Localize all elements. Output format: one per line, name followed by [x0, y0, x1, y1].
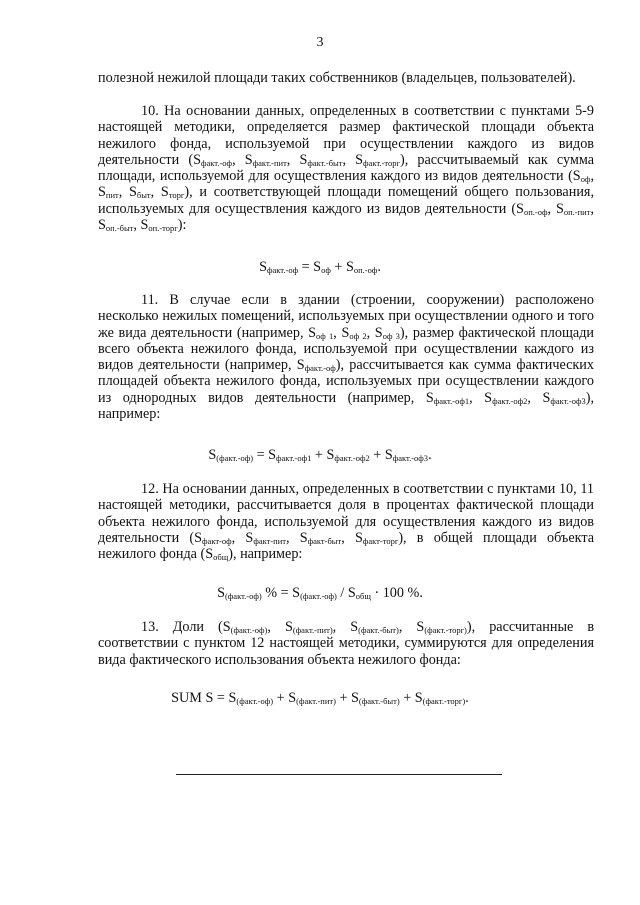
paragraph-12: 12. На основании данных, определенных в соответствии с пунктами 10, 11 настоящей методики, рассчитывается доля в процентах фактической площади объекта нежилого фонда, используемой для осуществления каждого из видов деятельности ($S_{факт-оф}$, $S_{факт-пит}$, $S_{факт-быт}$, $S_{факт-торг}$), в общей площади объекта нежилого фонда $(S_{общ})$, например: — [98, 481, 595, 563]
formula-3: $S_{(факт.-оф)}$ % = $S_{(факт.-оф)} / S_{общ} \cdot 100$ %. — [217, 585, 423, 601]
page-number: 3 — [316, 35, 324, 50]
bottom-rule — [176, 774, 502, 775]
paragraph-continuation: полезной нежилой площади таких собственников (владельцев, пользователей). — [98, 70, 576, 86]
paragraph-11: 11. В случае если в здании (строении, сооружении) расположено несколько нежилых помещений, используемых при осуществлении одного и того же вида деятельности (например, $S_{оф 1}$, $S_{оф 2}$, $S_{оф 3}$), размер фактической площади всего объекта нежилого фонда, используемой при осуществлении каждого из видов деятельности (например, $S_{факт.-оф}$), рассчитывается как сумма фактических площадей объекта нежилого фонда, используемых при осуществлении каждого из однородных видов деятельности (например, $S_{факт.-оф1}$, $S_{факт.-оф2}$, $S_{факт.-оф3}$), например: — [98, 292, 595, 423]
paragraph-13: 13. Доли ($S_{(факт.-оф)}$, $S_{(факт.-пит)}$, $S_{(факт.-быт)}$, $S_{(факт.-торг)}$), рассчитанные в соответствии с пунктом 12 настоящей методики, суммируются для определения вида фактического использования объекта нежилого фонда: — [98, 619, 595, 668]
paragraph-10: 10. На основании данных, определенных в соответствии с пунктами 5-9 настоящей методики, определяется размер фактической площади объекта нежилого фонда, используемой при осуществлении каждого из видов деятельности ($S_{факт.-оф}$, $S_{факт.-пит}$, $S_{факт.-быт}$, $S_{факт.-торг}$), рассчитываемый как сумма площади, используемой для осуществления каждого из видов деятельности ($S_{оф}$, $S_{пит}$, $S_{быт}$, $S_{торг}$), и соответствующей площади помещений общего пользования, используемых для осуществления каждого из видов деятельности ($S_{оп.-оф}$, $S_{оп.-пит}$, $S_{оп.-быт}$, $S_{оп.-торг}$): — [98, 103, 595, 234]
formula-4: SUM $S = S_{(факт.-оф)} + S_{(факт.-пит)} + S_{(факт.-быт)} + S_{(факт.-торг)}$. — [171, 690, 469, 706]
formula-2: $S_{(факт.-оф)} = S_{факт.-оф1} + S_{факт.-оф2} + S_{факт.-оф3}$. — [208, 447, 432, 463]
formula-1: $S_{факт.-оф} = S_{оф} + S_{оп.-оф}$. — [259, 259, 381, 275]
